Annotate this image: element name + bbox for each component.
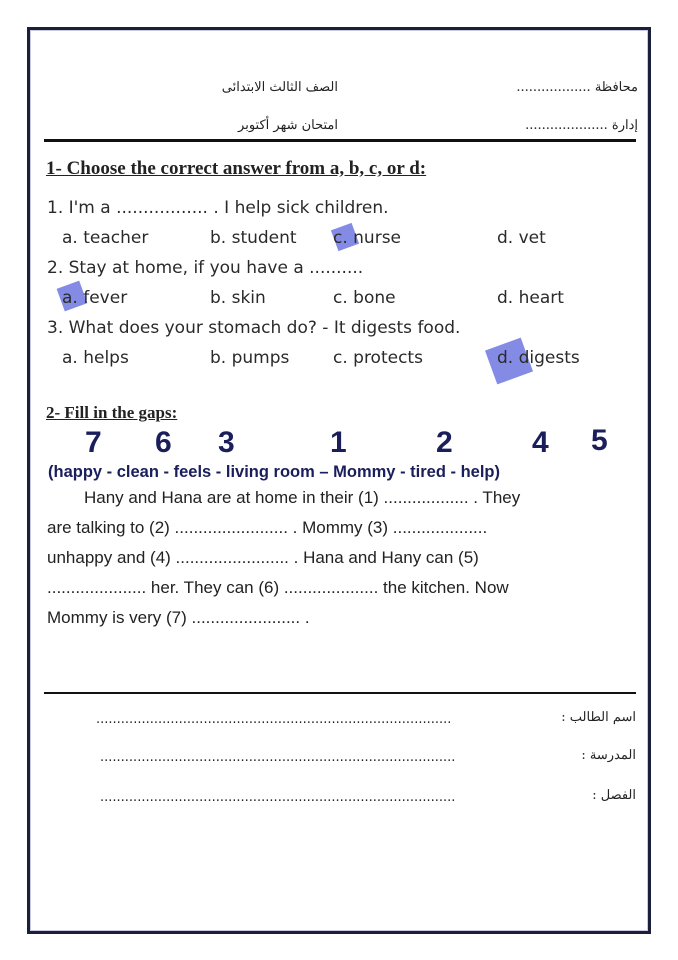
exam-label: امتحان شهر أكتوبر	[238, 118, 338, 133]
section2-title: 2- Fill in the gaps:	[46, 403, 178, 422]
handwritten-number: 1	[330, 426, 347, 459]
section1-title: 1- Choose the correct answer from a, b, c, or d:	[46, 158, 427, 179]
option-2a: a. fever	[62, 288, 128, 308]
class-field: ......................................................................................	[100, 790, 456, 805]
handwritten-number: 2	[436, 426, 453, 459]
footer-divider	[44, 692, 636, 694]
handwritten-number: 3	[218, 426, 235, 459]
administration-field: إدارة ....................	[525, 118, 638, 133]
paragraph-line: are talking to (2) ........................ . Mommy (3) ....................	[47, 518, 488, 537]
paragraph-line: unhappy and (4) ........................ . Hana and Hany can (5)	[47, 548, 479, 567]
grade-label: الصف الثالث الابتدائى	[221, 80, 338, 95]
handwritten-number: 5	[591, 424, 608, 457]
handwritten-number: 6	[155, 426, 172, 459]
class-label: الفصل :	[592, 788, 636, 803]
option-3b: b. pumps	[210, 348, 290, 368]
word-bank: (happy - clean - feels - living room – Mommy - tired - help)	[48, 463, 500, 481]
option-2c: c. bone	[333, 288, 396, 308]
option-1b: b. student	[210, 228, 297, 248]
governorate-field: محافظة ..................	[516, 80, 638, 95]
header-divider	[44, 139, 636, 142]
paragraph-line: Mommy is very (7) ....................... .	[47, 608, 310, 627]
question-3: 3. What does your stomach do? - It digests food.	[47, 318, 461, 338]
option-2d: d. heart	[497, 288, 564, 308]
student-name-label: اسم الطالب :	[561, 710, 636, 725]
paragraph-line: ..................... her. They can (6) .................... the kitchen. Now	[47, 578, 509, 597]
question-1: 1. I'm a ................. . I help sick children.	[47, 198, 389, 218]
option-1c: c. nurse	[333, 228, 402, 248]
option-3a: a. helps	[62, 348, 129, 368]
handwritten-number: 4	[532, 426, 549, 459]
option-1a: a. teacher	[62, 228, 149, 248]
student-name-field: ......................................................................................	[96, 712, 452, 727]
option-3d: d. digests	[497, 348, 580, 368]
paragraph-line: Hany and Hana are at home in their (1) .................. . They	[84, 488, 521, 507]
option-2b: b. skin	[210, 288, 266, 308]
option-1d: d. vet	[497, 228, 546, 248]
handwritten-number: 7	[85, 426, 102, 459]
school-field: ......................................................................................	[100, 750, 456, 765]
question-2: 2. Stay at home, if you have a ..........	[47, 258, 364, 278]
school-label: المدرسة :	[581, 748, 636, 763]
option-3c: c. protects	[333, 348, 423, 368]
